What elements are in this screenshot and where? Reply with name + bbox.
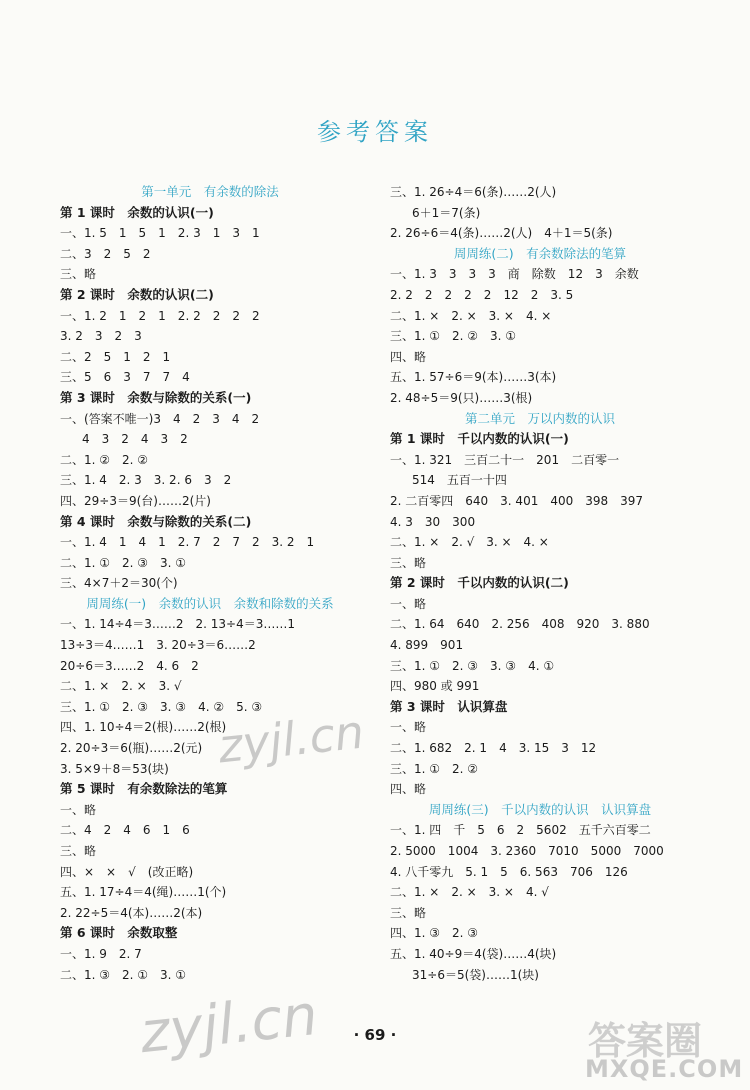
answer-line: 三、1. ① 2. ②: [390, 761, 479, 776]
answer-line: 一、略: [60, 802, 97, 817]
answer-line: 13÷3＝4……1 3. 20÷3＝6……2: [60, 638, 256, 653]
page-title: 参考答案: [317, 118, 433, 146]
answer-line: 3. 2 3 2 3: [60, 329, 142, 344]
watermark-logo: 答案圈: [588, 1019, 703, 1063]
answer-line: 四、× × √ (改正略): [60, 864, 194, 879]
answer-line: 五、1. 57÷6＝9(本)……3(本): [390, 370, 557, 385]
answer-line: 二、1. × 2. × 3. × 4. ×: [390, 308, 552, 323]
lesson-heading: 第 1 课时 千以内数的认识(一): [390, 431, 569, 447]
answer-line: 三、1. ① 2. ② 3. ①: [390, 329, 517, 344]
lesson-heading: 第 5 课时 有余数除法的笔算: [60, 781, 228, 797]
answer-line: 31÷6＝5(袋)……1(块): [412, 967, 539, 982]
answer-line: 一、1. 3 3 3 3 商 除数 12 3 余数: [390, 267, 639, 282]
answer-line: 三、略: [390, 905, 427, 920]
lesson-heading: 第 4 课时 余数与除数的关系(二): [60, 513, 252, 529]
answer-line: 一、1. 4 1 4 1 2. 7 2 7 2 3. 2 1: [60, 535, 315, 550]
answer-line: 三、4×7＋2＝30(个): [60, 576, 178, 591]
answer-line: 一、1. 14÷4＝3……2 2. 13÷4＝3……1: [60, 617, 295, 632]
answer-line: 四、1. ③ 2. ③: [390, 926, 479, 941]
answer-line: 五、1. 17÷4＝4(绳)……1(个): [60, 885, 227, 900]
lesson-heading: 第 3 课时 余数与除数的关系(一): [60, 389, 252, 405]
answer-line: 2. 二百零四 640 3. 401 400 398 397: [390, 493, 644, 508]
answer-line: 一、略: [390, 596, 427, 611]
answer-line: 二、2 5 1 2 1: [60, 349, 171, 364]
watermark-zyjl-bottom: zyjl.cn: [137, 982, 321, 1067]
answer-line: 二、1. × 2. × 3. √: [60, 679, 182, 694]
lesson-heading: 第 6 课时 余数取整: [60, 925, 178, 941]
answer-line: 514 五百一十四: [412, 473, 507, 488]
answer-line: 一、1. 四 千 5 6 2 5602 五千六百零二: [390, 823, 651, 838]
answer-line: 一、1. 321 三百二十一 201 二百零一: [390, 452, 620, 467]
section-heading: 周周练(三) 千以内数的认识 认识算盘: [428, 801, 652, 817]
answer-line: 4 3 2 4 3 2: [82, 432, 188, 447]
lesson-heading: 第 2 课时 千以内数的认识(二): [390, 575, 569, 591]
answer-line: 20÷6＝3……2 4. 6 2: [60, 658, 199, 673]
answer-line: 三、5 6 3 7 7 4: [60, 370, 190, 385]
answer-line: 一、1. 5 1 5 1 2. 3 1 3 1: [60, 226, 260, 241]
answer-line: 二、1. × 2. √ 3. × 4. ×: [390, 535, 549, 550]
answer-line: 2. 48÷5＝9(只)……3(根): [390, 390, 533, 405]
answer-line: 二、1. ② 2. ②: [60, 452, 149, 467]
answer-line: 4. 899 901: [390, 638, 464, 653]
answer-line: 三、1. 4 2. 3 3. 2. 6 3 2: [60, 473, 232, 488]
answer-line: 四、29÷3＝9(台)……2(片): [60, 493, 211, 508]
answer-line: 2. 26÷6＝4(条)……2(人) 4＋1＝5(条): [390, 226, 613, 241]
answer-line: 二、1. 682 2. 1 4 3. 15 3 12: [390, 741, 597, 756]
lesson-heading: 第 1 课时 余数的认识(一): [60, 204, 214, 220]
answer-line: 2. 5000 1004 3. 2360 7010 5000 7000: [390, 844, 664, 858]
section-heading: 第二单元 万以内数的认识: [464, 410, 615, 426]
answer-line: 三、略: [60, 844, 97, 858]
answer-line: 二、1. ③ 2. ① 3. ①: [60, 967, 187, 982]
answer-line: 四、980 或 991: [390, 679, 480, 694]
answer-line: 一、1. 9 2. 7: [60, 946, 142, 961]
answer-line: 三、1. ① 2. ③ 3. ③ 4. ①: [390, 658, 555, 673]
answer-line: 一、1. 2 1 2 1 2. 2 2 2 2: [60, 308, 260, 323]
answer-line: 二、3 2 5 2: [60, 246, 151, 261]
lesson-heading: 第 3 课时 认识算盘: [390, 698, 508, 714]
answer-line: 四、略: [390, 782, 427, 797]
answer-line: 一、略: [390, 720, 427, 735]
answer-line: 三、略: [60, 267, 97, 282]
answer-line: 四、1. 10÷4＝2(根)……2(根): [60, 720, 227, 735]
answer-line: 二、4 2 4 6 1 6: [60, 823, 190, 838]
watermark-zyjl: zyjl.cn: [215, 704, 367, 774]
answer-line: 五、1. 40÷9＝4(袋)……4(块): [390, 946, 557, 961]
answer-line: 2. 22÷5＝4(本)……2(本): [60, 905, 203, 920]
answer-line: 4. 八千零九 5. 1 5 6. 563 706 126: [390, 864, 628, 879]
section-heading: 周周练(一) 余数的认识 余数和除数的关系: [86, 595, 334, 611]
answer-line: 2. 20÷3＝6(瓶)……2(元): [60, 741, 203, 756]
answer-line: 二、1. × 2. × 3. × 4. √: [390, 885, 549, 900]
answer-line: 三、1. 26÷4＝6(条)……2(人): [390, 185, 557, 199]
watermark-mxqe: MXQE.COM: [585, 1055, 744, 1083]
answer-line: 3. 5×9＋8＝53(块): [60, 761, 169, 776]
answer-line: 三、略: [390, 555, 427, 570]
answer-line: 二、1. ① 2. ③ 3. ①: [60, 555, 187, 570]
answer-column-left: [60, 182, 360, 985]
answer-line: 三、1. ① 2. ③ 3. ③ 4. ② 5. ③: [60, 699, 263, 714]
lesson-heading: 第 2 课时 余数的认识(二): [60, 286, 214, 302]
section-heading: 周周练(二) 有余数除法的笔算: [453, 245, 627, 261]
answer-line: 4. 3 30 300: [390, 514, 476, 529]
answer-line: 6＋1＝7(条): [412, 205, 481, 220]
answer-line: 二、1. 64 640 2. 256 408 920 3. 880: [390, 617, 650, 632]
answer-column-right: [390, 182, 690, 985]
answer-line: 四、略: [390, 349, 427, 364]
answer-line: 一、(答案不唯一)3 4 2 3 4 2: [60, 411, 260, 426]
section-heading: 第一单元 有余数的除法: [141, 184, 279, 199]
page-number: · 69 ·: [353, 1026, 397, 1044]
answer-line: 2. 2 2 2 2 2 12 2 3. 5: [390, 287, 574, 302]
